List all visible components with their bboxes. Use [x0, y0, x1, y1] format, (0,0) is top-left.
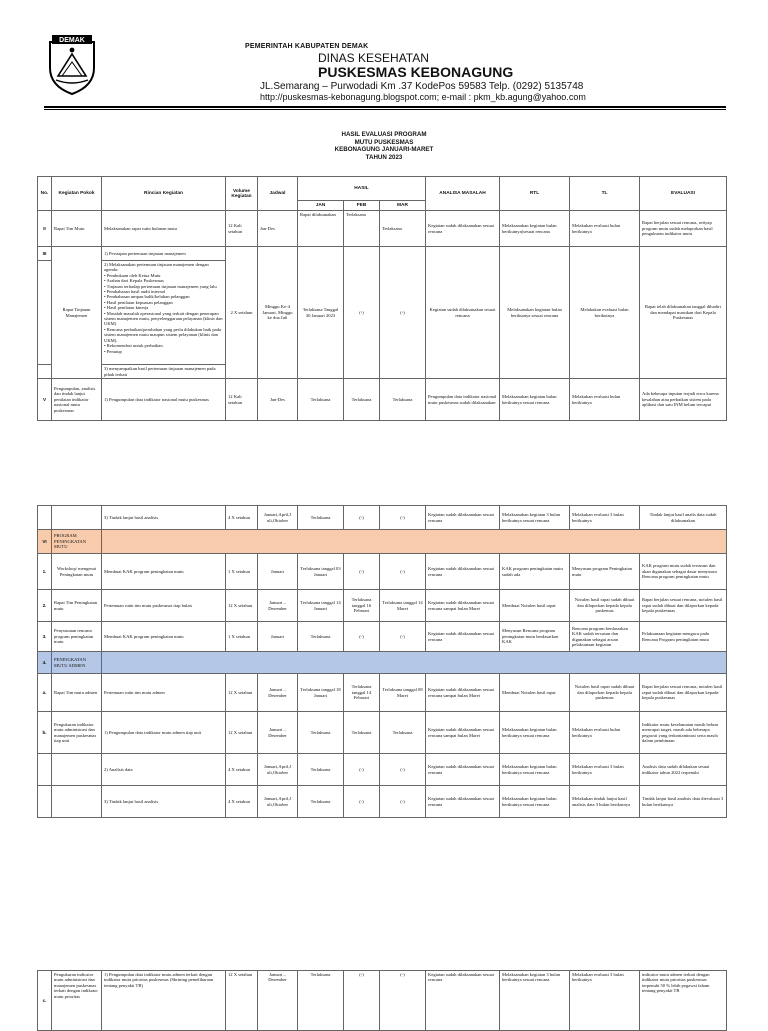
header-feb: FEB	[344, 201, 380, 211]
cell-jan: Rapat dilaksanakan	[298, 211, 344, 247]
letterhead-divider	[44, 106, 726, 110]
cell-rtl: Melaksanakan kegiatan bulan berikutnya(sesuai rencana	[500, 211, 570, 247]
cell-mar: Terlaksana tanggal 08 Maret	[380, 674, 426, 712]
cell-pokok: Pengukuran indicator mutu administrasi dan manajemen puskesmas terkait dengan indikator mutu prioritas	[52, 971, 102, 1031]
demak-emblem-icon	[44, 32, 100, 96]
section-fill	[102, 652, 727, 674]
cell-no	[38, 754, 52, 786]
cell-no: VI	[38, 530, 52, 554]
section-row	[38, 652, 727, 674]
cell-tl: Melakukan evaluasi bulan berikutnya	[570, 379, 640, 421]
cell-tl: Melakukan evaluasi 3 bulan berikutnya	[570, 506, 640, 530]
cell-rtl: Menyusun Rencana program peningkatan mutu berdasarkan KAK	[500, 622, 570, 652]
cell-pokok: Pengukuran indikator mutu administrasi dan manajemen puskesmas tiap unit	[52, 712, 102, 754]
cell-evaluasi: Pelaksanaan kegiatan mengacu pada Rencana Program peningkatan mutu	[640, 622, 727, 652]
header-rtl: RTL	[500, 177, 570, 211]
table-row	[38, 379, 727, 421]
header-tl: TL	[570, 177, 640, 211]
cell-no: a.	[38, 674, 52, 712]
cell-tl: Menyusun program Peningkatan mutu	[570, 554, 640, 590]
cell-no: 4.	[38, 652, 52, 674]
cell-feb: (-)	[344, 786, 380, 818]
cell-feb: Terlaksana tanggal 14 Februari	[344, 674, 380, 712]
cell-evaluasi: indicator mutu admen terkait dengan indikator mutu prioritas puskesmas terpenuhi 50 % lebih pegawai faham tentang penyakit TB	[640, 971, 727, 1031]
cell-pokok: Pengumpulan, analisis dan tindak lanjut penilaian indikator nasional mutu puskesmas	[52, 379, 102, 421]
cell-mar: (-)	[380, 247, 426, 379]
cell-rincian: 1) Pengumpulan data indikator mutu admen tiap unit	[102, 712, 226, 754]
cell-rtl: Membuat Notulen hasil rapat	[500, 590, 570, 622]
cell-evaluasi: Rapat berjalan sesuai rencana, setiyap program mutu sudah melaporkan hasil pengukuran indikator mutu	[640, 211, 727, 247]
cell-mar: Terlaksana	[380, 712, 426, 754]
cell-jadwal: Minggu Ke-4 Januari, Minggu ke dua Juli	[258, 247, 298, 379]
cell-evaluasi: Rapat berjalan sesuai rencana, notulen hasil rapat sudah dibuat dan dilaporkan kepada kepala puskesmas	[640, 590, 727, 622]
cell-evaluasi: Analisis data sudah dilakukan sesuai indikator tahun 2022 terpenuhi	[640, 754, 727, 786]
cell-evaluasi: Rapat telah dilaksanakan tanggal dihadiri dan mendapat masukan dari Kepala Puskesmas	[640, 247, 727, 379]
cell-jadwal: Januari – Desember	[258, 590, 298, 622]
section-label: PENINGKATAN MUTU ADMEN	[52, 652, 102, 674]
section-row	[38, 530, 727, 554]
title-line: TAHUN 2023	[365, 153, 403, 161]
header-rincian: Rincian Kegiatan	[102, 177, 226, 211]
cell-pokok: Workshop/ mengenai Peningkatan mutu	[52, 554, 102, 590]
cell-volume: 4 X setahun	[226, 786, 258, 818]
cell-volume: 12 X setahun	[226, 674, 258, 712]
cell-volume: 12 Kali setahun	[226, 379, 258, 421]
header-no: No.	[38, 177, 52, 211]
cell-analisa: Kegiatan sudah dilaksanakan sesuai rencana	[426, 971, 500, 1031]
cell-jadwal: Januari – Desember	[258, 971, 298, 1031]
cell-evaluasi: KAK program mutu sudah tersusun dan akan digunakan sebagai dasar menyusun Rencana program peningkatan mutu	[640, 554, 727, 590]
cell-tl: Rencana program berdasarkan KAK sudah tersusun dan digunakan sebagai acuan pelaksanaan kegiatan	[570, 622, 640, 652]
cell-no: c.	[38, 971, 52, 1031]
section-fill	[102, 530, 727, 554]
cell-jan: Terlaksana	[298, 622, 344, 652]
cell-no: 1.	[38, 554, 52, 590]
cell-rincian: Membuat KAK program peningkatan mutu	[102, 622, 226, 652]
cell-jadwal: Januari,April,J uli,Oktober	[258, 506, 298, 530]
cell-volume: 1 X setahun	[226, 554, 258, 590]
cell-jan: Terlaksana	[298, 971, 344, 1031]
cell-analisa: Kegiatan sudah dilaksanakan sesuai rencana	[426, 786, 500, 818]
logo-text: DEMAK	[59, 37, 85, 44]
cell-pokok: Rapat Tim Mutu	[52, 211, 102, 247]
table-row	[38, 247, 727, 261]
cell-rincian: Pertemuan rutin tim mutu puskesmas tiap bulan	[102, 590, 226, 622]
cell-rincian: 2) Analisis data	[102, 754, 226, 786]
header-evaluasi: EVALUASI	[640, 177, 727, 211]
cell-mar: (-)	[380, 554, 426, 590]
cell-tl: Melakukan evaluasi 3 bulan berikutnya	[570, 754, 640, 786]
cell-volume: 4 X setahun	[226, 754, 258, 786]
cell-volume: 4 X setahun	[226, 506, 258, 530]
cell-analisa: Kegiatan sudah dilaksanakan sesuai rencana sampai bulan Maret	[426, 712, 500, 754]
cell-tl: Melakukan tindak lanjut hasil analisis data 3 bulan berikutnya	[570, 786, 640, 818]
header-jan: JAN	[298, 201, 344, 211]
cell-jadwal: Januari – Desember	[258, 674, 298, 712]
cell-no: b.	[38, 712, 52, 754]
puskesmas-name: PUSKESMAS KEBONAGUNG	[318, 64, 514, 80]
gov-name: PEMERINTAH KABUPATEN DEMAK	[245, 43, 369, 50]
header-volume: Volume Kegiatan	[226, 177, 258, 211]
cell-tl: Notulen hasil rapat sudah dibuat dan dilaporkan kepada kepala puskemas	[570, 674, 640, 712]
cell-no: II	[38, 211, 52, 247]
cell-tl: Melakukan evaluasi 3 bulan berikutnya	[570, 971, 640, 1031]
evaluation-table-3	[37, 970, 727, 1031]
cell-rtl: Melaksanakan kegiatan 3 bulan berikutnya sesuai rencana	[500, 506, 570, 530]
cell-rincian: 2) Melaksanakan pertemuan tinjauan manajemen dengan agenda: • Pembukaan oleh Ketua Mutu • Arahan dari Kepala Puskesmas • Tinjauan terhadap pertemuan tinjauan manajemen yang lalu • Pembahasan hasil audit internal • Pembahasan umpan balik/keluhan pelanggan • Hasil penilaian kepuasan pelanggan • Hasil penilaian kinerja • Masalah-masalah operasional yang terkait dengan penerapan sistem manajemen mutu, penyelenggaraan pelayanan (klinis dan UKM) • Rencana perbaikan/perubahan yang perlu dilakukan baik pada sistem manajemen mutu maupun sistem pelayanan (klinis dan UKM). • Rekomendasi untuk perbaikan • Penutup	[102, 261, 226, 365]
cell-jadwal: Januari,April,J uli,Oktober	[258, 786, 298, 818]
cell-feb: (-)	[344, 554, 380, 590]
header-analisa: ANALISA MASALAH	[426, 177, 500, 211]
cell-evaluasi: Tindak lanjut hasil analis data sudah dilaksanakan	[640, 506, 727, 530]
cell-mar: (-)	[380, 971, 426, 1031]
cell-tl: Melakukan evaluasi bulan berikutnya	[570, 712, 640, 754]
cell-no	[38, 786, 52, 818]
cell-feb: (-)	[344, 971, 380, 1031]
cell-rtl: KAK program peningkatan mutu sudah ada	[500, 554, 570, 590]
title-line: KEBONAGUNG JANUARI-MARET	[334, 146, 434, 154]
cell-feb: Terlaksana tanggal 16 Februari	[344, 590, 380, 622]
cell-jan: Terlaksana tanggal 18 Januari	[298, 674, 344, 712]
cell-evaluasi: Rapat berjalan sesuai rencana, notulen hasil rapat sudah dibuat dan dilaporkan kepada kepala puskesmas	[640, 674, 727, 712]
cell-jan: Terlaksana tanggal 14 Januari	[298, 590, 344, 622]
table-row	[38, 754, 727, 786]
cell-evaluasi: Indikator mutu keselamatan masih belum mencapai target, masih ada beberapa pegawai yang terkontaminasi serta masih dalam pembinaan	[640, 712, 727, 754]
cell-no: 2.	[38, 590, 52, 622]
table-row	[38, 554, 727, 590]
table-row	[38, 786, 727, 818]
cell-no	[38, 506, 52, 530]
cell-pokok: Rapat Tim mutu admen	[52, 674, 102, 712]
cell-tl: Notulen hasil rapat sudah dibuat dan dilaporkan kepada kepala puskemas	[570, 590, 640, 622]
header-jadwal: Jadwal	[258, 177, 298, 211]
cell-rincian: 3) Tindak lanjut hasil analisis	[102, 786, 226, 818]
cell-evaluasi: Tindak lanjut hasil analisis data dievaluasi 3 bulan berikutnya	[640, 786, 727, 818]
agency-name: DINAS KESEHATAN	[318, 51, 429, 65]
cell-jadwal: Januari – Desember	[258, 712, 298, 754]
cell-evaluasi: Ada beberapa inputan terjadi error karena kesalahan atau perbaikan sistem pada aplikasi dan satu INM belum tercapai	[640, 379, 727, 421]
cell-pokok: Rapat Tinjauan Manajemen	[52, 247, 102, 379]
cell-pokok	[52, 506, 102, 530]
cell-analisa: Kegiatan sudah dilaksanakan sesuai rencana	[426, 506, 500, 530]
cell-pokok: Penyusunan rencana program peningkatan mutu	[52, 622, 102, 652]
cell-jan: Terlaksana	[298, 506, 344, 530]
cell-feb: Terlaksana	[344, 712, 380, 754]
cell-analisa: Kegiatan sudah dilaksanakan sesuai rencana sampai bulan Maret	[426, 590, 500, 622]
cell-no	[38, 261, 52, 365]
cell-jan: Terlaksana	[298, 712, 344, 754]
table-row	[38, 506, 727, 530]
cell-rincian: Membuat KAK program peningkatan mutu	[102, 554, 226, 590]
title-line: HASIL EVALUASI PROGRAM	[341, 131, 427, 138]
cell-analisa: Kegiatan sudah dilaksanakan sesuai rencana	[426, 247, 500, 379]
cell-analisa: Kegiatan sudah dilaksanakan sesuai rencana sampai bulan Maret	[426, 674, 500, 712]
cell-pokok	[52, 786, 102, 818]
table-row	[38, 971, 727, 1031]
cell-mar: (-)	[380, 622, 426, 652]
cell-volume: 12 X setahun	[226, 971, 258, 1031]
cell-rtl: Membuat Notulen hasil rapat	[500, 674, 570, 712]
cell-no: 3.	[38, 622, 52, 652]
cell-volume: 12 X setahun	[226, 590, 258, 622]
header-mar: MAR	[380, 201, 426, 211]
cell-mar: (-)	[380, 754, 426, 786]
cell-jadwal: Jan-Des	[258, 211, 298, 247]
cell-rtl: Melaksanakan kegiatan bulan berikutnya sesuai rencana	[500, 712, 570, 754]
cell-rtl: Melaksanakan kegiatan 3 bulan berikutnya sesuai rencana	[500, 971, 570, 1031]
cell-mar: (-)	[380, 506, 426, 530]
cell-jadwal: Jan-Des	[258, 379, 298, 421]
cell-analisa: Kegiatan sudah dilaksanakan sesuai rencana	[426, 622, 500, 652]
cell-jan: Terlaksana	[298, 754, 344, 786]
cell-jadwal: Januari	[258, 622, 298, 652]
table-row	[38, 622, 727, 652]
cell-analisa: Kegiatan sudah dilaksanakan sesuai rencana	[426, 754, 500, 786]
cell-rincian: Pertemuan rutin tim mutu admen	[102, 674, 226, 712]
cell-pokok	[52, 754, 102, 786]
cell-pokok: Rapat Tim Peningkatan mutu	[52, 590, 102, 622]
cell-rincian: 3) Tindak lanjut hasil analisis	[102, 506, 226, 530]
cell-mar: Terlaksana tanggal 14 Maret	[380, 590, 426, 622]
cell-jan: Terlaksana	[298, 786, 344, 818]
header-hasil: HASIL	[298, 177, 426, 201]
cell-jan: Terlaksana	[298, 379, 344, 421]
cell-jadwal: Januari	[258, 554, 298, 590]
cell-rtl: Melaksanakan kegiatan bulan berikutnya sesuai rencana	[500, 247, 570, 379]
document-title	[0, 131, 768, 161]
table-row	[38, 674, 727, 712]
cell-mar: Terlaksana	[380, 211, 426, 247]
table-row	[38, 590, 727, 622]
cell-mar: (-)	[380, 786, 426, 818]
cell-no: III	[38, 247, 52, 261]
cell-no	[38, 365, 52, 379]
evaluation-table-1	[37, 176, 727, 421]
cell-rincian: 1) Pengumpulan data indikator mutu admen terkait dengan indikator mutu prioritas puskesmas (Skrining pemeliharaan tentang penyakit TB)	[102, 971, 226, 1031]
cell-feb: (-)	[344, 754, 380, 786]
cell-no: V	[38, 379, 52, 421]
cell-rincian: 1) Persiapan pertemuan tinjauan manajemen	[102, 247, 226, 261]
cell-rtl: Melaksanakan kegiatan bulan berikutnya sesuai rencana	[500, 754, 570, 786]
cell-volume: 1 X setahun	[226, 622, 258, 652]
cell-feb: (-)	[344, 622, 380, 652]
cell-jan: Terlaksana tanggal 03 Januari	[298, 554, 344, 590]
cell-rtl: Melaksanakan kegiatan bulan berikutnya sesuai rencana	[500, 786, 570, 818]
cell-rincian: 3) menyampaikan hasil pertemuan tinjauan manajemen pada pihak terkait	[102, 365, 226, 379]
contact: http://puskesmas-kebonagung.blogspot.com; e-mail : pkm_kb.agung@yahoo.com	[260, 92, 586, 102]
cell-feb: (-)	[344, 247, 380, 379]
header-kegiatan-pokok: Kegiatan Pokok	[52, 177, 102, 211]
cell-mar: Terlaksana	[380, 379, 426, 421]
cell-jan: Terlaksana Tanggal 30 Januari 2023	[298, 247, 344, 379]
cell-feb: (-)	[344, 506, 380, 530]
evaluation-table-2	[37, 505, 727, 818]
cell-rincian: 1) Pengumpulan data indikator nasional mutu puskesmas	[102, 379, 226, 421]
cell-volume: 2 X setahun	[226, 247, 258, 379]
cell-analisa: Kegiatan sudah dilaksanakan sesuai rencana	[426, 554, 500, 590]
cell-volume: 12 Kali setahun	[226, 211, 258, 247]
table-row	[38, 712, 727, 754]
cell-tl: Melakukan evaluasi bulan berikutnya	[570, 247, 640, 379]
cell-volume: 12 X setahun	[226, 712, 258, 754]
cell-jadwal: Januari,April,J uli,Oktober	[258, 754, 298, 786]
cell-analisa: Pengumpulan data indikator nasional mutu puskesmas sudah dilaksanakan	[426, 379, 500, 421]
table-row	[38, 211, 727, 247]
cell-feb: Terlaksana	[344, 379, 380, 421]
address: JL.Semarang – Purwodadi Km .37 KodePos 59583 Telp. (0292) 5135748	[260, 81, 584, 92]
title-line: MUTU PUSKESMAS	[354, 138, 414, 146]
letterhead	[0, 0, 768, 110]
cell-tl: Melakukan evaluasi bulan berikutnya	[570, 211, 640, 247]
cell-rtl: Melaksanakan kegiatan bulan berikutnya sesuai rencana	[500, 379, 570, 421]
cell-analisa: Kegiatan sudah dilaksanakan sesuai rencana	[426, 211, 500, 247]
cell-feb: Terlaksana	[344, 211, 380, 247]
cell-rincian: Melaksanakan rapat rutin bulanan mutu	[102, 211, 226, 247]
section-label: PROGRAM PENINGKATAN MUTU	[52, 530, 102, 554]
